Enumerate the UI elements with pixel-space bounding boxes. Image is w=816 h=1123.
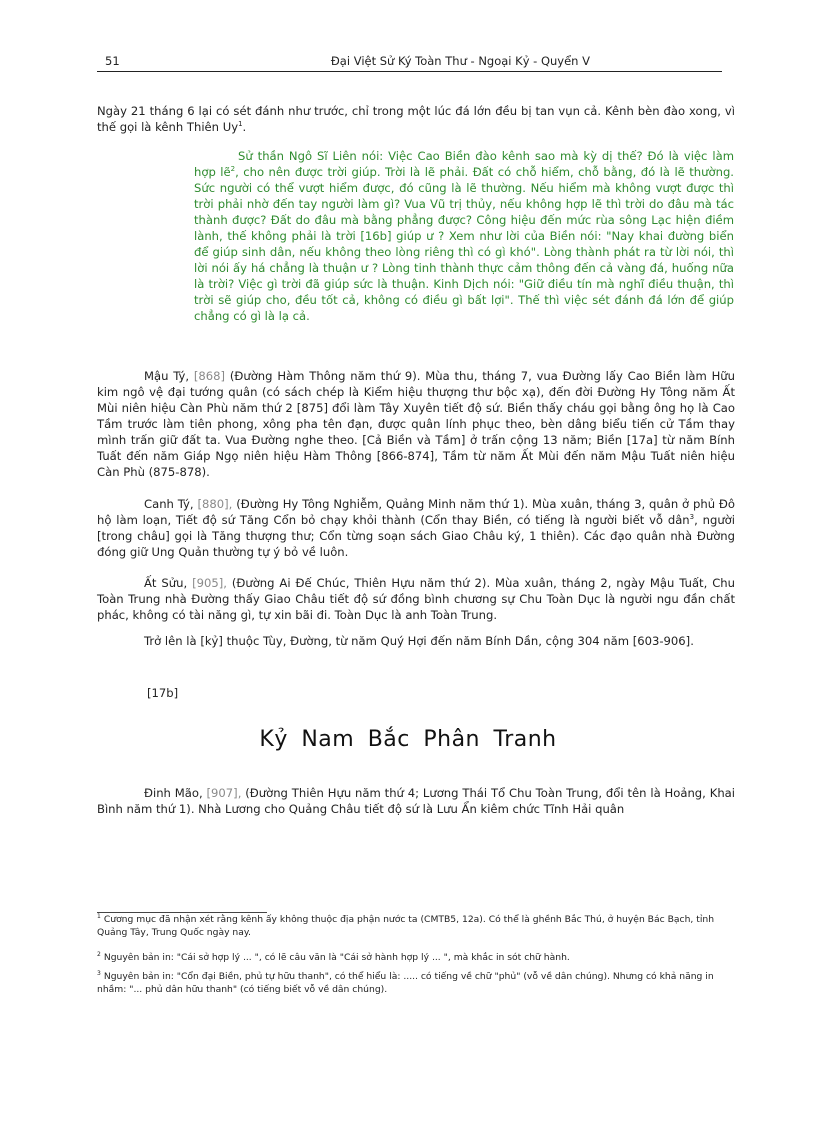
year-905: [905],	[192, 576, 227, 590]
year-868: [868]	[193, 369, 226, 383]
year-880: [880],	[197, 497, 233, 511]
entry-mau-ty: Mậu Tý, [868] (Đường Hàm Thông năm thứ 9). Mùa thu, tháng 7, vua Đường lấy Cao Biền làm Hữu kim ngô vệ đại tướng quân (có sách chép là Kiểm hiệu thượng thư bộc xạ), đến đời Đường Hy Tông năm Ất Mùi niên hiệu Càn Phù năm thứ 2 [875] đổi làm Tây Xuyên tiết độ sứ. Biền thấy cháu gọi bằng ông họ là Cao Tầm trước làm tiên phong, xông pha tên đạn, được quân lính phục theo, bèn dâng biểu tiến cử Tầm thay mình trấn giữ đất ta. Vua Đường nghe theo. [Cả Biền và Tầm] ở trấn cộng 13 năm; Biền [17a] từ năm Bính Tuất đến năm Giáp Ngọ niên hiệu Hàm Thông [866-874], Tầm từ năm Ất Mùi đến năm Mậu Tuất niên hiệu Càn Phù (875-878).	[97, 369, 735, 479]
running-title: Đại Việt Sử Ký Toàn Thư - Ngoại Kỷ - Quyển V	[330, 54, 590, 68]
entry-canh-ty: Canh Tý, [880], (Đường Hy Tông Nghiễm, Quảng Minh năm thứ 1). Mùa xuân, tháng 3, quân ở phủ Đô hộ làm loạn, Tiết độ sứ Tăng Cổn bỏ chạy khỏi thành (Cổn thay Biền, có tiếng là người biết vỗ dân$^3$, người [trong châu] gọi là Tăng thượng thư; Cổn từng soạn sách Giao Châu ký, 1 thiên). Các đạo quân nhà Đường đóng giữ Ung Quản thường tự ý bỏ về luôn.	[97, 497, 736, 559]
footnote-2: $^2$ Nguyên bản in: "Cái sở hợp lý ... ", có lẽ câu văn là "Cái sở hành hợp lý ... ", mà khắc in sót chữ hành.	[97, 951, 570, 964]
section-title: Kỷ Nam Bắc Phân Tranh	[259, 727, 557, 752]
intro-paragraph: Ngày 21 tháng 6 lại có sét đánh như trước, chỉ trong một lúc đá lớn đều bị tan vụn cả. Kênh bèn đào xong, vì thế gọi là kênh Thiên Uy$^1$.	[97, 104, 735, 134]
summary-paragraph: Trở lên là [kỷ] thuộc Tùy, Đường, từ năm Quý Hợi đến năm Bính Dần, cộng 304 năm [603-906].	[144, 634, 694, 648]
entry-at-suu: Ất Sửu, [905], (Đường Ai Đế Chúc, Thiên Hựu năm thứ 2). Mùa xuân, tháng 2, ngày Mậu Tuất, Chu Toàn Trung nhà Đường thấy Giao Châu tiết độ sứ đồng bình chương sự Chu Toàn Dục là người ngu đần chất phác, không có tài năng gì, tự xin bãi đi. Toàn Dục là anh Toàn Trung.	[97, 576, 735, 622]
page-marker: [17b]	[147, 686, 179, 700]
footnote-ref-3[interactable]: 3	[689, 513, 695, 522]
footnote-1: $^1$ Cương mục đã nhận xét rằng kênh ấy không thuộc địa phận nước ta (CMTB5, 12a). Có thể là ghềnh Bắc Thú, ở huyện Bác Bạch, tỉnh Quảng Tây, Trung Quốc ngày nay.	[97, 913, 715, 939]
page-number: 51	[105, 54, 120, 68]
page-header	[97, 52, 722, 72]
year-907: [907],	[206, 786, 242, 800]
footnote-ref-2[interactable]: 2	[230, 165, 236, 174]
entry-dinh-mao: Đinh Mão, [907], (Đường Thiên Hựu năm thứ 4; Lương Thái Tổ Chu Toàn Trung, đổi tên là Hoảng, Khai Bình năm thứ 1). Nhà Lương cho Quảng Châu tiết độ sứ là Lưu Ẩn kiêm chức Tĩnh Hải quân	[97, 786, 735, 816]
footnote-3: $^3$ Nguyên bản in: "Cổn đại Biền, phủ tự hữu thanh", có thể hiểu là: ..... có tiếng về chữ "phủ" (vỗ về dân chúng). Nhưng có khả năng in nhầm: "... phủ dân hữu thanh" (có tiếng biết vỗ về dân chúng).	[97, 970, 714, 996]
footnote-ref-1[interactable]: 1	[238, 120, 243, 129]
commentary-quote: Sử thần Ngô Sĩ Liên nói: Việc Cao Biền đào kênh sao mà kỳ dị thế? Đó là việc làm hợp lẽ$^2$, cho nên được trời giúp. Trời là lẽ phải. Đất có chỗ hiểm, chỗ bằng, đó là lẽ thường. Sức người có thể vượt hiểm được, đó cũng là lẽ thường. Nếu hiểm mà không vượt được thì trời phải nhờ đến tay người làm gì? Vua Vũ trị thủy, nếu không hợp lẽ thì trời do đâu mà tác thành được? Đất do đâu mà bằng phẳng được? Công hiệu đến mức rùa sông Lạc hiện điềm lành, thế không phải là trời [16b] giúp ư ? Xem như lời của Biền nói: "Nay khai đường biển để giúp sinh dân, nếu không theo lòng riêng thì có gì khó". Lòng thành phát ra từ lời nói, thì lời nói ấy há chẳng là thuận ư ? Lòng tinh thành thực cảm thông đến cả vàng đá, huống nữa là trời? Việc gì trời đã giúp sức là thuận. Kinh Dịch nói: "Giữ điều tín mà nghĩ điều thuận, thì trời sẽ giúp cho, đều tốt cả, không có điều gì bất lợi". Thế thì việc sét đánh đá lớn để giúp chẳng có gì là lạ cả.	[194, 149, 734, 323]
